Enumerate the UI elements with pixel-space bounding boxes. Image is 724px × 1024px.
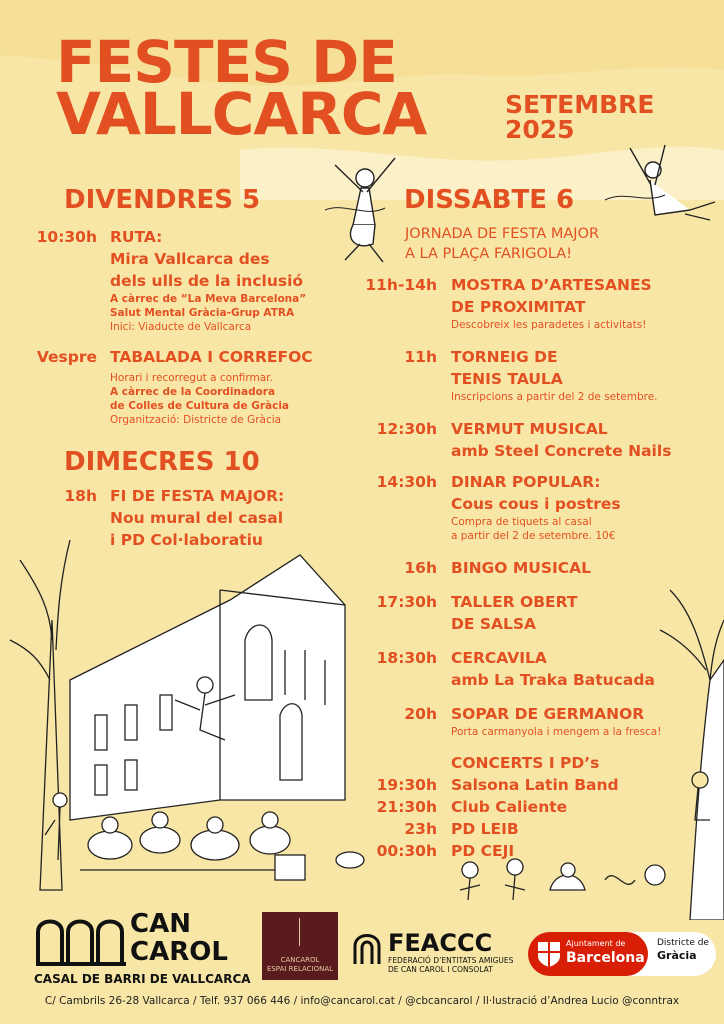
title-line-2: VALLCARCA: [56, 80, 427, 148]
event-title: TORNEIG DE: [451, 348, 558, 366]
event-time: 20h: [404, 705, 437, 723]
event-title: BINGO MUSICAL: [451, 559, 592, 577]
ajuntament-line-2: Barcelona: [566, 950, 645, 966]
ajuntament-line-1: Ajuntament de: [566, 939, 626, 948]
concert-time: 23h: [404, 820, 437, 838]
concert-name: Club Caliente: [451, 798, 568, 816]
event-time: 16h: [404, 559, 437, 577]
districte-line-1: Districte de: [657, 938, 709, 948]
day-heading-friday: DIVENDRES 5: [64, 185, 261, 215]
event-title: TENIS TAULA: [451, 370, 563, 388]
event-title: Cous cous i postres: [451, 495, 621, 513]
can-carol-line-1: CAN: [130, 909, 191, 939]
event-time: Vespre: [36, 348, 97, 366]
intro-line-2: A LA PLAÇA FARIGOLA!: [405, 246, 573, 262]
concerts-heading: CONCERTS I PD’s: [451, 754, 600, 772]
event-time: 10:30h: [36, 228, 97, 246]
can-carol-subtitle: CASAL DE BARRI DE VALLCARCA: [34, 972, 251, 986]
event-detail: a partir del 2 de setembre. 10€: [451, 530, 616, 542]
event-detail: Horari i recorregut a confirmar.: [110, 372, 273, 384]
event-time: 18:30h: [376, 649, 437, 667]
can-carol-logo-text: [130, 910, 228, 966]
event-title: DE PROXIMITAT: [451, 298, 586, 316]
concert-time: 19:30h: [376, 776, 437, 794]
feaccc-subtitle: [388, 956, 513, 974]
footer-contact: C/ Cambrils 26-28 Vallcarca / Telf. 937 066 446 / info@cancarol.cat / @cbcancarol / Il·lustració d’Andrea Lucio @conntrax: [44, 995, 680, 1007]
event-title: TALLER OBERT: [451, 593, 578, 611]
event-time: 18h: [64, 487, 97, 505]
barcelona-shield-icon: [536, 940, 562, 968]
intro-line-1: JORNADA DE FESTA MAJOR: [405, 226, 600, 242]
espai-relacional-logo: [262, 912, 338, 980]
saturday-intro: [405, 224, 599, 264]
event-detail: A càrrec de “La Meva Barcelona”: [110, 293, 307, 305]
event-detail: Inscripcions a partir del 2 de setembre.: [451, 391, 658, 403]
event-time: 11h: [404, 348, 437, 366]
event-title: Nou mural del casal: [110, 509, 284, 527]
feaccc-sub-1: FEDERACIÓ D’ENTITATS AMIGUES: [388, 956, 514, 965]
event-title: DE SALSA: [451, 615, 537, 633]
date-month: SETEMBRE: [505, 90, 655, 119]
event-title: SOPAR DE GERMANOR: [451, 705, 645, 723]
concert-time: 21:30h: [376, 798, 437, 816]
event-detail: Inici: Viaducte de Vallcarca: [110, 321, 252, 333]
feaccc-arch-icon: [352, 930, 382, 966]
event-time: 17:30h: [376, 593, 437, 611]
espai-relacional-text: [262, 956, 338, 974]
event-title: Mira Vallcarca des: [110, 250, 270, 268]
event-detail: Organització: Districte de Gràcia: [110, 414, 282, 426]
event-detail: Porta carmanyola i mengem a la fresca!: [451, 726, 662, 738]
espai-line-1: CANCAROL: [280, 956, 320, 964]
event-title: CERCAVILA: [451, 649, 547, 667]
event-title: i PD Col·laboratiu: [110, 531, 263, 549]
event-detail: Salut Mental Gràcia-Grup ATRA: [110, 307, 295, 319]
can-carol-line-2: CAROL: [130, 937, 228, 967]
event-detail: Compra de tiquets al casal: [451, 516, 592, 528]
districte-logo: [657, 938, 709, 962]
event-detail: A càrrec de la Coordinadora: [110, 386, 276, 398]
concert-name: PD CEJI: [451, 842, 515, 860]
event-title: dels ulls de la inclusió: [110, 272, 304, 290]
event-time: 12:30h: [376, 420, 437, 438]
building-crowd-illustration: [0, 500, 380, 900]
can-carol-arches-icon: [34, 910, 129, 966]
event-title: RUTA:: [110, 228, 163, 246]
event-title: FI DE FESTA MAJOR:: [110, 487, 285, 505]
event-title: DINAR POPULAR:: [451, 473, 601, 491]
districte-line-2: Gràcia: [657, 949, 697, 962]
ajuntament-logo: [528, 932, 648, 976]
concert-name: Salsona Latin Band: [451, 776, 619, 794]
event-detail: Descobreix les paradetes i activitats!: [451, 319, 647, 331]
concert-time: 00:30h: [376, 842, 437, 860]
event-title: MOSTRA D’ARTESANES: [451, 276, 652, 294]
event-title: amb La Traka Batucada: [451, 671, 655, 689]
espai-line-2: ESPAI RELACIONAL: [266, 965, 334, 973]
concert-name: PD LEIB: [451, 820, 519, 838]
date-year: 2025: [505, 115, 575, 144]
day-heading-wednesday: DIMECRES 10: [64, 447, 260, 477]
title-line-1: FESTES DE: [56, 28, 397, 96]
day-heading-saturday: DISSABTE 6: [404, 185, 575, 215]
event-title: TABALADA I CORREFOC: [110, 348, 313, 366]
event-time: 11h-14h: [365, 276, 437, 294]
event-date: [505, 92, 654, 142]
feaccc-name: FEACCC: [388, 929, 493, 957]
event-detail: de Colles de Cultura de Gràcia: [110, 400, 290, 412]
poster-title: [56, 28, 427, 148]
event-title: amb Steel Concrete Nails: [451, 442, 672, 460]
sponsor-logos: [0, 900, 724, 990]
feaccc-sub-2: DE CAN CAROL I CONSOLAT: [388, 965, 493, 974]
event-title: VERMUT MUSICAL: [451, 420, 608, 438]
event-time: 14:30h: [376, 473, 437, 491]
